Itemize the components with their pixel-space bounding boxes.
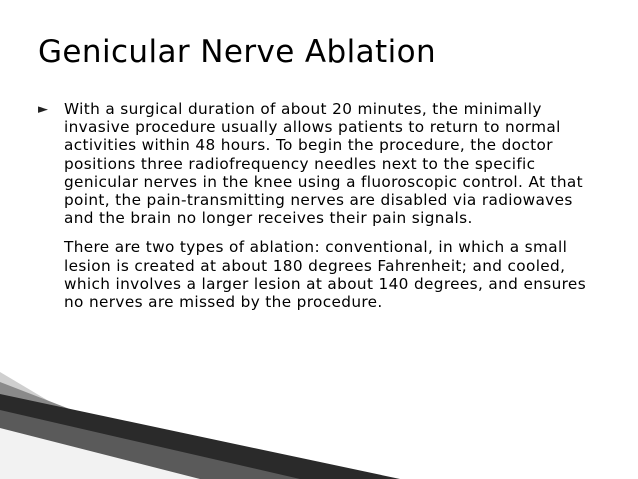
bullet-paragraph-2: There are two types of ablation: conventional, in which a small lesion is created at about 180 degrees Fahrenheit; and cooled, which involves a larger lesion at about 140 degrees, and ensures no nerves are missed by the procedure. — [64, 238, 587, 312]
bullet-item — [38, 100, 598, 311]
slide-title: Genicular Nerve Ablation — [38, 34, 437, 70]
triangle-right-bullet-icon: ► — [38, 102, 48, 117]
bullet-list — [38, 100, 598, 311]
bullet-paragraph-1: With a surgical duration of about 20 minutes, the minimally invasive procedure usually allows patients to return to normal activities within 48 hours. To begin the procedure, the doctor positions three radiofrequency needles next to the specific genicular nerves in the knee using a fluoroscopic control. At that point, the pain-transmitting nerves are disabled via radiowaves and the brain no longer receives their pain signals. — [64, 100, 584, 228]
